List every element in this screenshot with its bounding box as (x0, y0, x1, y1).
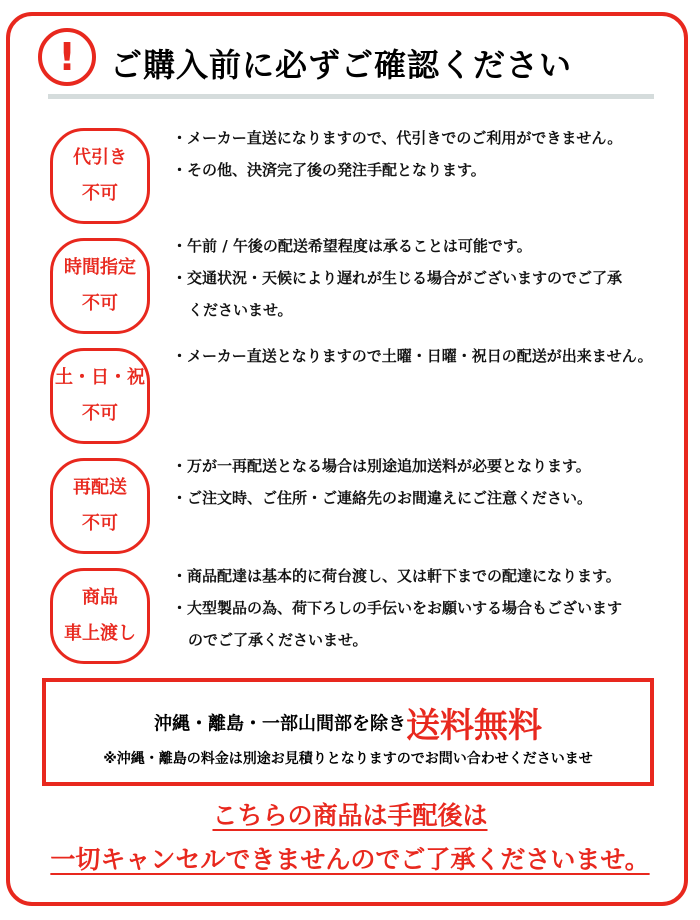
section-redelivery-text (172, 450, 672, 514)
badge-status: 不可 (82, 293, 118, 314)
badge-time-unavailable (50, 238, 150, 334)
list-item: ・万が一再配送となる場合は別途追加送料が必要となります。 (172, 457, 591, 475)
badge-weekend-unavailable (50, 348, 150, 444)
free-shipping-line (46, 698, 650, 747)
list-item: ・交通状況・天候により遅れが生じる場合がございますのでご了承 (172, 269, 623, 287)
badge-status: 不可 (82, 183, 118, 204)
page-title: ご購入前に必ずご確認ください (110, 46, 573, 84)
badge-label: 代引き (73, 147, 127, 168)
badge-redelivery-unavailable (50, 458, 150, 554)
cancel-notice-line1: こちらの商品は手配後は (212, 801, 488, 830)
list-item: ・商品配達は基本的に荷台渡し、又は軒下までの配達になります。 (172, 567, 621, 585)
shipping-note: ※沖縄・離島の料金は別途お見積りとなりますのでお問い合わせくださいませ (103, 751, 593, 767)
list-item: ・ご注文時、ご住所・ご連絡先のお間違えにご注意ください。 (172, 489, 593, 507)
list-item: ・午前 / 午後の配送希望程度は承ることは可能です。 (172, 237, 532, 255)
list-item: くださいませ。 (188, 301, 293, 319)
section-time-text (172, 230, 672, 326)
section-truck-text (172, 560, 672, 656)
list-item: ・その他、決済完了後の発注手配となります。 (172, 161, 486, 179)
badge-status: 不可 (82, 403, 118, 424)
list-item: ・メーカー直送となりますので土曜・日曜・祝日の配送が出来ません。 (172, 347, 653, 365)
badge-status: 不可 (82, 513, 118, 534)
section-cod-text (172, 122, 672, 186)
title-divider (48, 94, 654, 99)
free-shipping-highlight: 送料無料 (406, 706, 542, 746)
warning-symbol: ! (58, 35, 76, 79)
badge-cod-unavailable (50, 128, 150, 224)
badge-label: 再配送 (73, 477, 127, 498)
badge-label: 時間指定 (64, 257, 136, 278)
free-shipping-condition: 沖縄・離島・一部山間部を除き (154, 713, 406, 735)
badge-status: 車上渡し (64, 623, 136, 644)
cancel-notice-line2: 一切キャンセルできませんのでご了承くださいませ。 (50, 845, 650, 874)
list-item: のでご了承くださいませ。 (188, 631, 368, 649)
warning-icon (38, 28, 96, 86)
badge-label: 商品 (82, 587, 118, 608)
badge-truck-delivery (50, 568, 150, 664)
free-shipping-box (42, 678, 654, 786)
section-weekend-text (172, 340, 672, 372)
list-item: ・大型製品の為、荷下ろしの手伝いをお願いする場合もございます (172, 599, 623, 617)
badge-label: 土・日・祝 (55, 367, 145, 388)
list-item: ・メーカー直送になりますので、代引きでのご利用ができません。 (172, 129, 623, 147)
